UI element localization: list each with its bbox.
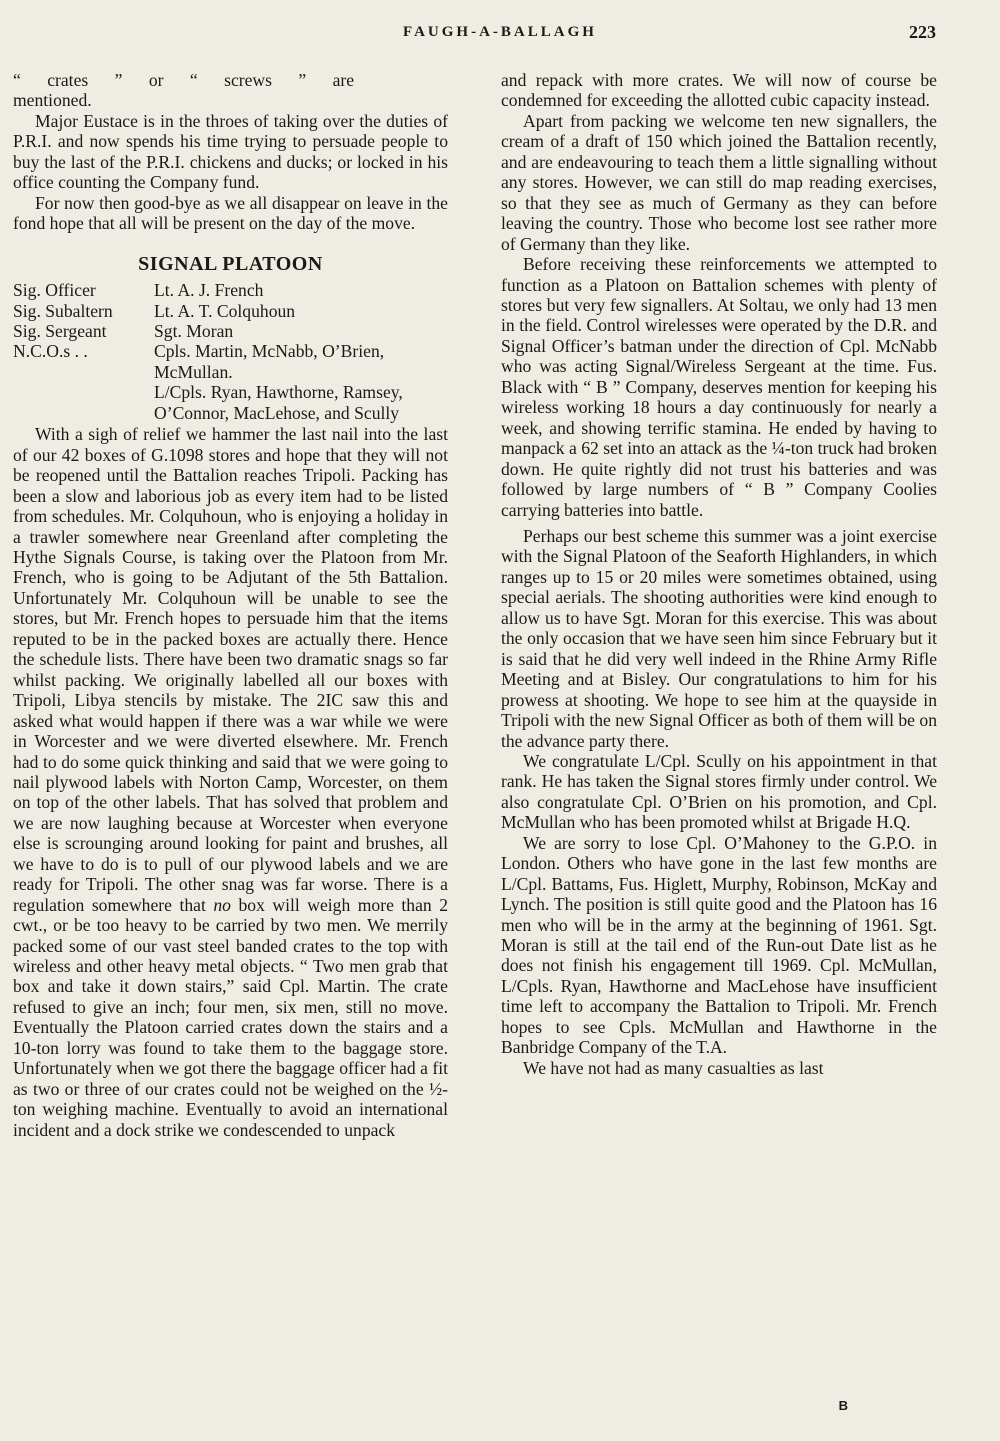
roster-name: Sgt. Moran (154, 320, 234, 341)
roster-name: Lt. A. T. Colquhoun (154, 300, 296, 321)
paragraph (13, 424, 448, 1140)
paragraph: We congratulate L/Cpl. Scully on his appointment in that rank. He has taken the Signal stores firmly under control. We also congratulate Cpl. O’Brien on his promotion, and Cpl. McMullan who has been promoted whilst at Brigade H.Q. (501, 750, 937, 833)
roster-name: Cpls. Martin, McNabb, O’Brien, McMullan. (154, 341, 385, 382)
paragraph: We have not had as many casualties as last (523, 1057, 824, 1078)
paragraph: For now then good-bye as we all disappear on leave in the fond hope that all will be present on the day of the move. (13, 192, 448, 234)
roster-name: Lt. A. J. French (154, 280, 264, 301)
roster-name: L/Cpls. Ryan, Hawthorne, Ramsey, O’Connor, MacLehose, and Scully (154, 382, 403, 423)
roster-role: Sig. Sergeant (13, 320, 107, 341)
page-number: 223 (909, 22, 936, 42)
left-column (13, 70, 448, 1140)
page-header (0, 22, 1000, 46)
roster-names (154, 280, 448, 300)
roster-role: Sig. Officer (13, 280, 96, 301)
roster-row (13, 301, 448, 321)
paragraph-text: box will weigh more than 2 cwt., or be too heavy to be carried by two men. We merrily packed some of our vast steel banded crates to the top with wireless and other heavy metal objects. “ Two men grab that box and take it down stairs,” said Cpl. Martin. The crate refused to give an inch; four men, six men, still no move. Eventually the Platoon carried crates down the stairs and a 10-ton lorry was found to take them to the baggage store. Unfortunately when we got there the baggage officer had a fit as two or three of our crates could not be weighed on the ½-ton weighing machine. Eventually to avoid an international incident and a dock strike we condescended to unpack (13, 894, 448, 1140)
signature-mark: B (838, 1398, 848, 1413)
roster-row (13, 280, 448, 300)
roster-names (154, 301, 448, 321)
signal-platoon-roster (13, 280, 448, 423)
paragraph: “ crates ” or “ screws ” are mentioned. (13, 70, 355, 111)
paragraph-text: With a sigh of relief we hammer the last nail into the last of our 42 boxes of G.1098 stores and hope that they will not be reopened until the Battalion reaches Tripoli. Packing has been a slow and laborious job as every item had to be listed from schedules. Mr. Colquhoun, who is enjoying a holiday in a trawler somewhere near Greenland after completing the Hythe Signals Course, is taking over the Platoon from Mr. French, who is going to be Adjutant of the 5th Battalion. Unfortunately Mr. Colquhoun will be unable to see the stores, but Mr. French hopes to persuade him that the items reputed to be in the packed boxes are actually there. Hence the schedule lists. There have been two dramatic snags so far whilst packing. We originally labelled all our boxes with Tripoli, Libya stencils by mistake. The 2IC saw this and asked what would happen if there was a war while we were in Worcester and we were diverted elsewhere. Mr. French had to do some quick thinking and said that we were going to nail plywood labels with Norton Camp, Worcester, on them on top of the other labels. That has solved that problem and we are now laughing because at Worcester when everyone else is scrounging around looking for paint and brushes, all we have to do is to pull of our plywood labels and we are ready for Tripoli. The other snag was far worse. There is a regulation somewhere that (13, 424, 448, 915)
paragraph: and repack with more crates. We will now of course be condemned for exceeding the allotted cubic capacity instead. (501, 70, 937, 111)
paragraph: Perhaps our best scheme this summer was a joint exercise with the Signal Platoon of the Seaforth Highlanders, in which ranges up to 15 or 20 miles were sometimes obtained, using special aerials. The shooting authorities were kind enough to allow us to have Sgt. Moran for this exercise. This was about the only occasion that we have seen him since February but it is said that he did very well indeed in the Rhine Army Rifle Meeting and at Bisley. Our congratulations to him for his prowess at shooting. We hope to see him at the quayside in Tripoli with the new Signal Officer as both of them will be on the advance party there. (501, 525, 937, 751)
paragraph: We are sorry to lose Cpl. O’Mahoney to the G.P.O. in London. Others who have gone in the last few months are L/Cpl. Battams, Fus. Higlett, Murphy, Robinson, McKay and Lynch. The position is still quite good and the Platoon has 16 men who will be in the army at the beginning of 1961. Sgt. Moran is still at the tail end of the Run-out Date list as he does not finish his engagement till 1969. Cpl. McMullan, L/Cpls. Ryan, Hawthorne and MacLehose have insufficient time left to accompany the Battalion to Tripoli. Mr. French hopes to see Cpls. McMullan and Hawthorne in the Banbridge Company of the T.A. (501, 832, 937, 1058)
roster-role: N.C.O.s . . (13, 341, 88, 362)
roster-row (13, 341, 448, 423)
paragraph: Before receiving these reinforcements we attempted to function as a Platoon on Battalion schemes with plenty of stores but very few signallers. At Soltau, we only had 13 men in the field. Control wirelesses were operated by the D.R. and Signal Officer’s batman under the direction of Cpl. McNabb who was acting Signal/Wireless Sergeant at the time. Fus. Black with “ B ” Company, deserves mention for keeping his wireless working 18 hours a day continuously for nearly a week, and showing terrific stamina. He ended by having to manpack a 62 set into an attack as the ¼-ton truck had broken down. He quite rightly did not trust his batteries and was followed by large numbers of “ B ” Company Coolies carrying batteries into battle. (501, 254, 937, 520)
emphasis: no (213, 894, 231, 915)
paragraph: Major Eustace is in the throes of taking over the duties of P.R.I. and now spends his time trying to persuade people to buy the last of the P.R.I. chickens and ducks; or locked in his office counting the Company fund. (13, 110, 448, 193)
paragraph: Apart from packing we welcome ten new signallers, the cream of a draft of 150 which joined the Battalion recently, and are endeavouring to teach them a little signalling without any stores. However, we can still do map reading exercises, so that they see as much of Germany as they can before leaving the country. Those who become lost see rather more of Germany than they like. (501, 110, 937, 254)
roster-names (154, 321, 448, 341)
right-column (501, 70, 937, 1078)
section-title: SIGNAL PLATOON (138, 252, 323, 275)
roster-names (154, 341, 448, 423)
roster-role: Sig. Subaltern (13, 300, 113, 321)
roster-row (13, 321, 448, 341)
running-title: FAUGH-A-BALLAGH (403, 24, 597, 40)
